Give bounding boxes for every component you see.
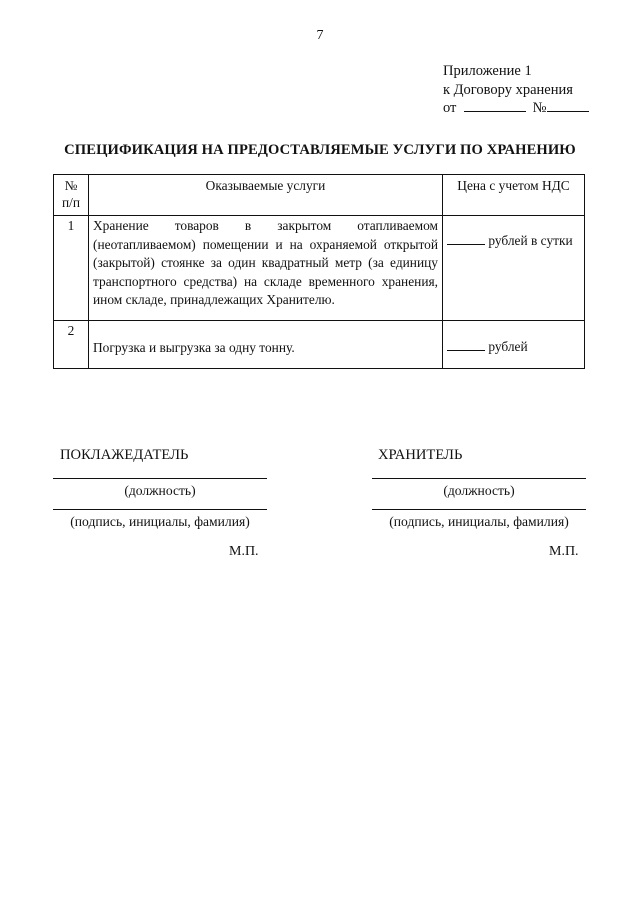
appendix-reference [443, 62, 589, 118]
depositor-signature-line [53, 509, 267, 510]
custodian-stamp-label: М.П. [549, 544, 579, 559]
services-table [53, 174, 585, 369]
depositor-signature-caption: (подпись, инициалы, фамилия) [70, 514, 250, 529]
document-title: СПЕЦИФИКАЦИЯ НА ПРЕДОСТАВЛЯЕМЫЕ УСЛУГИ ПО ХРАНЕНИЮ [64, 142, 576, 158]
price-blank [447, 339, 485, 351]
header-number-line2: п/п [61, 195, 81, 210]
table-header-row [54, 175, 585, 216]
price-cell [443, 216, 585, 321]
custodian-signature-caption: (подпись, инициалы, фамилия) [389, 514, 569, 529]
page-number: 7 [316, 28, 324, 43]
table-row [54, 321, 585, 369]
custodian-position-line [372, 478, 586, 479]
custodian-position-caption: (должность) [443, 483, 515, 498]
price-cell [443, 321, 585, 369]
service-description: Хранение товаров в закрытом отапливаемом (неотапливаемом) помещении и на охраняемой открытой (закрытой) стоянке за один квадратный метр (за единицу транспортного средства) на складе временного хранения, ином складе, принадлежащих Хранителю. [89, 216, 443, 321]
contract-number-blank [547, 100, 589, 112]
depositor-stamp-label: М.П. [229, 544, 259, 559]
header-services: Оказываемые услуги [89, 175, 443, 216]
contract-date-blank [464, 100, 526, 112]
custodian-label: ХРАНИТЕЛЬ [378, 447, 463, 463]
appendix-line1: Приложение 1 [443, 63, 532, 79]
custodian-signature-line [372, 509, 586, 510]
appendix-line2: к Договору хранения [443, 81, 573, 98]
service-description: Погрузка и выгрузка за одну тонну. [89, 321, 443, 369]
row-number: 1 [54, 216, 89, 321]
price-unit: рублей в сутки [488, 233, 573, 248]
header-price: Цена с учетом НДС [443, 175, 585, 216]
depositor-position-caption: (должность) [124, 483, 196, 498]
header-number-line1: № [64, 178, 78, 193]
appendix-from-label: от [443, 100, 457, 116]
depositor-position-line [53, 478, 267, 479]
table-row [54, 216, 585, 321]
header-number [54, 175, 89, 216]
appendix-date-number-line [443, 99, 589, 118]
price-blank [447, 233, 485, 245]
price-unit: рублей [488, 339, 528, 354]
appendix-number-sign: № [532, 100, 547, 116]
row-number: 2 [54, 321, 89, 369]
depositor-label: ПОКЛАЖЕДАТЕЛЬ [60, 447, 189, 463]
